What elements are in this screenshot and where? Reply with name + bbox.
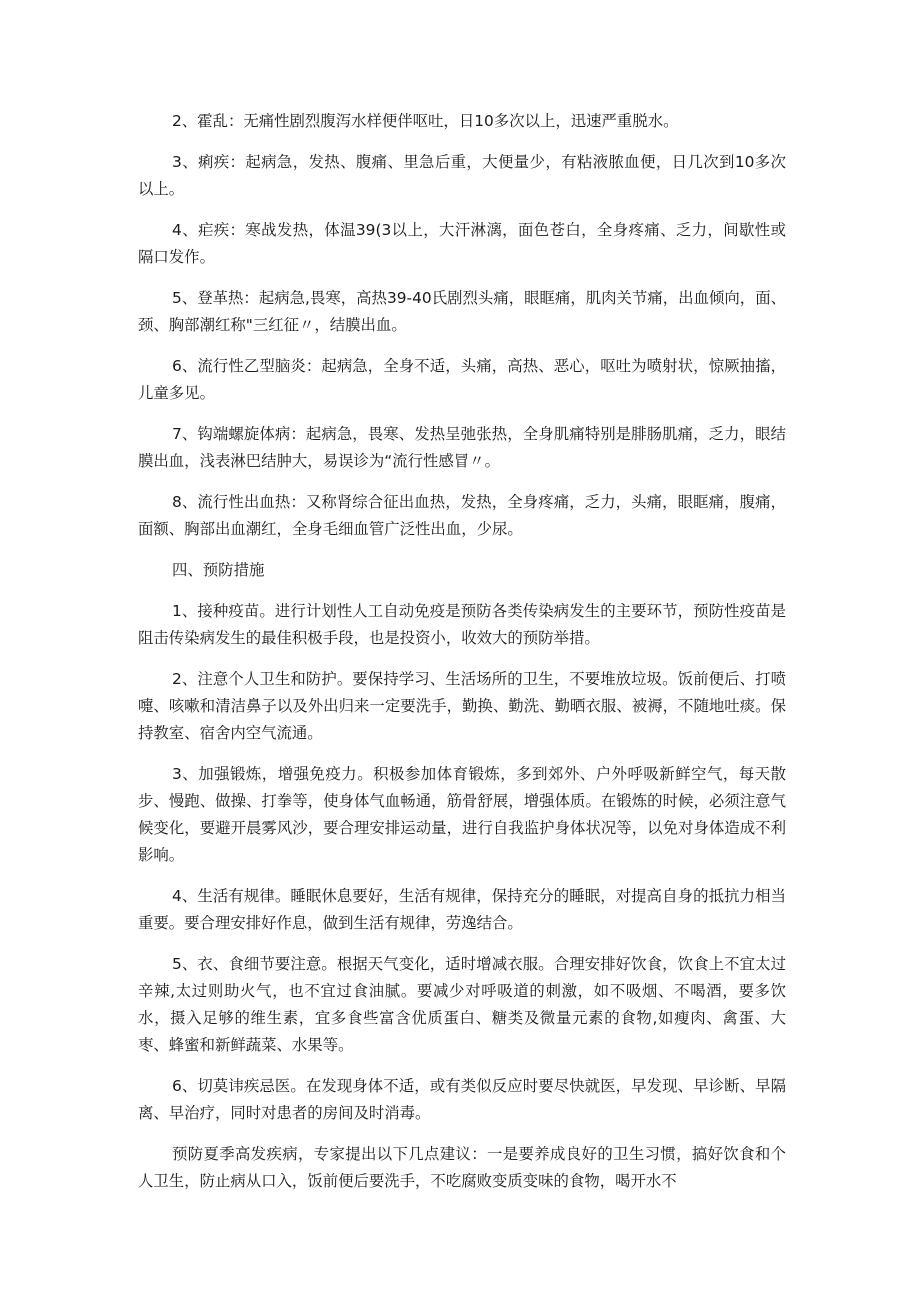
symptom-paragraph-dysentery: 3、痢疾：起病急，发热、腹痛、里急后重，大便量少，有粘液脓血便，日几次到10多次以上。 xyxy=(138,153,786,198)
document-body xyxy=(138,108,786,1209)
symptom-paragraph-malaria: 4、疟疾：寒战发热，体温39(3以上，大汗淋漓，面色苍白，全身疼痛、乏力，间歇性或隔口发作。 xyxy=(138,221,786,266)
symptom-paragraph-hemorrhagic-fever: 8、流行性出血热：又称肾综合征出血热，发热，全身疼痛，乏力，头痛，眼眶痛，腹痛，面额、胸部出血潮红，全身毛细血管广泛性出血，少尿。 xyxy=(138,493,786,538)
measure-paragraph-routine: 4、生活有规律。睡眠休息要好，生活有规律，保持充分的睡眠，对提高自身的抵抗力相当重要。要合理安排好作息，做到生活有规律，劳逸结合。 xyxy=(138,887,786,932)
symptom-paragraph-encephalitis: 6、流行性乙型脑炎：起病急，全身不适，头痛，高热、恶心，呕吐为喷射状，惊厥抽搐，儿童多见。 xyxy=(138,357,786,402)
measure-paragraph-exercise: 3、加强锻炼，增强免疫力。积极参加体育锻炼，多到郊外、户外呼吸新鲜空气，每天散步、慢跑、做操、打拳等，使身体气血畅通，筋骨舒展，增强体质。在锻炼的时候，必须注意气候变化，要避开晨雾风沙，要合理安排运动量，进行自我监护身体状况等，以免对身体造成不利影响。 xyxy=(138,765,786,864)
measure-paragraph-seek-care: 6、切莫讳疾忌医。在发现身体不适，或有类似反应时要尽快就医，早发现、早诊断、早隔离、早治疗，同时对患者的房间及时消毒。 xyxy=(138,1077,786,1122)
symptom-paragraph-cholera: 2、霍乱：无痛性剧烈腹泻水样便伴呕吐，日10多次以上，迅速严重脱水。 xyxy=(172,112,679,130)
closing-paragraph: 预防夏季高发疾病，专家提出以下几点建议：一是要养成良好的卫生习惯，搞好饮食和个人卫生，防止病从口入，饭前便后要洗手，不吃腐败变质变味的食物，喝开水不 xyxy=(138,1145,786,1190)
measure-paragraph-hygiene: 2、注意个人卫生和防护。要保持学习、生活场所的卫生，不要堆放垃圾。饭前便后、打喷嚏、咳嗽和清洁鼻子以及外出归来一定要洗手，勤换、勤洗、勤晒衣服、被褥，不随地吐痰。保持教室、宿舍内空气流通。 xyxy=(138,670,786,742)
symptom-paragraph-dengue: 5、登革热：起病急,畏寒，高热39-40氏剧烈头痛，眼眶痛，肌肉关节痛，出血倾向，面、颈、胸部潮红称"三红征〃，结膜出血。 xyxy=(138,289,786,334)
symptom-paragraph-leptospirosis: 7、钩端螺旋体病：起病急，畏寒、发热呈弛张热，全身肌痛特别是腓肠肌痛，乏力，眼结膜出血，浅表淋巴结肿大，易误诊为“流行性感冒〃。 xyxy=(138,425,786,470)
measure-paragraph-clothing-food: 5、衣、食细节要注意。根据天气变化，适时增减衣服。合理安排好饮食，饮食上不宜太过辛辣,太过则助火气，也不宜过食油腻。要减少对呼吸道的刺激，如不吸烟、不喝酒，要多饮水，摄入足够的维生素，宜多食些富含优质蛋白、糖类及微量元素的食物,如瘦肉、禽蛋、大枣、蜂蜜和新鲜蔬菜、水果等。 xyxy=(138,955,786,1054)
measure-paragraph-vaccine: 1、接种疫苗。进行计划性人工自动免疫是预防各类传染病发生的主要环节，预防性疫苗是阻击传染病发生的最佳积极手段，也是投资小，收效大的预防举措。 xyxy=(138,602,786,647)
section-heading: 四、预防措施 xyxy=(172,561,265,579)
